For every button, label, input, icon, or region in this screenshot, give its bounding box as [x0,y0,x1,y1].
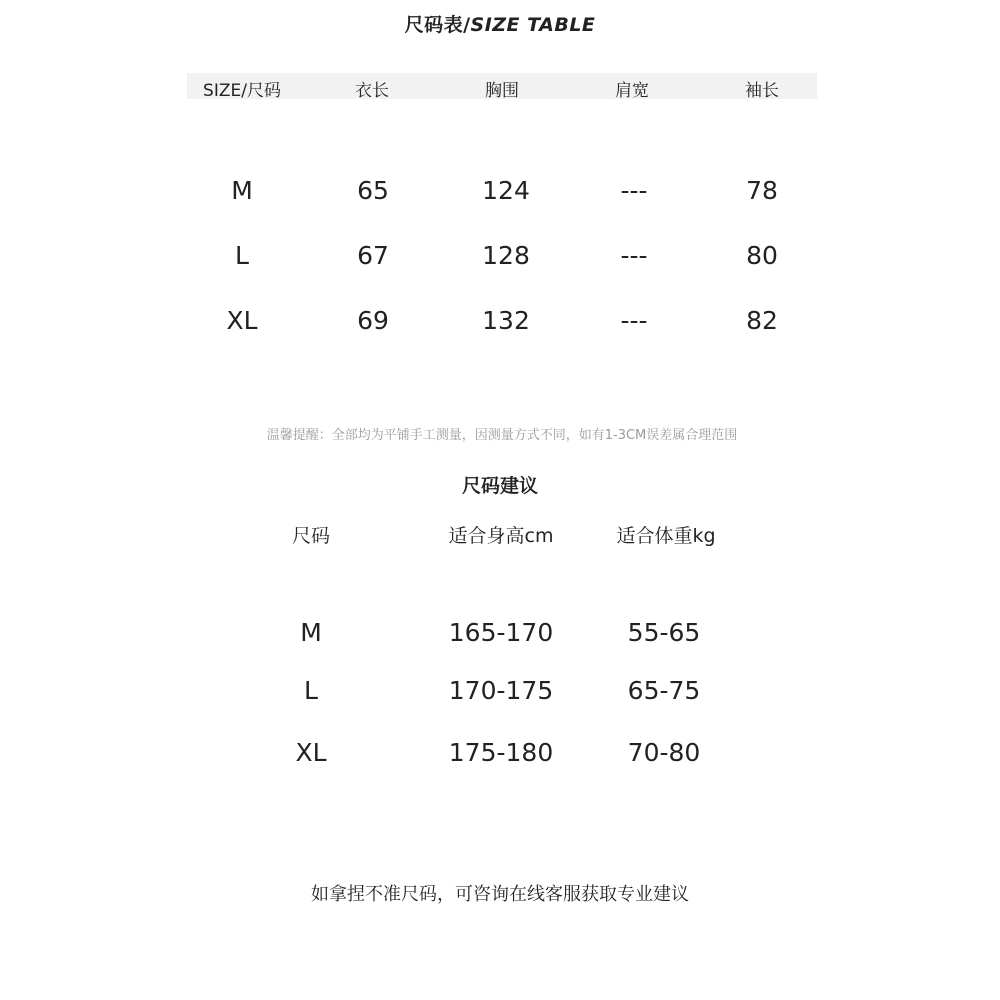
table-cell: 132 [482,306,530,335]
rec-header-height: 适合身高cm [448,525,554,547]
table-cell: --- [620,176,648,205]
table-cell: L [235,241,249,270]
rec-cell: 70-80 [627,738,701,767]
table-cell: 78 [746,176,778,205]
table-cell: 128 [482,241,530,270]
rec-header-weight: 适合体重kg [616,525,716,547]
rec-cell: L [304,676,318,705]
header-chest: 胸围 [485,81,519,101]
header-shoulder: 肩宽 [615,81,649,101]
title-cn: 尺码表/ [404,14,471,36]
table-cell: XL [226,306,258,335]
table-cell: 124 [482,176,530,205]
rec-cell: M [300,618,322,647]
rec-cell: 55-65 [627,618,701,647]
table-cell: 82 [746,306,778,335]
table-cell: 67 [357,241,389,270]
rec-cell: 165-170 [448,618,554,647]
table-cell: 65 [357,176,389,205]
measurement-notice: 温馨提醒：全部均为平铺手工测量，因测量方式不同，如有1-3CM误差属合理范围 [266,428,738,443]
recommendation-title: 尺码建议 [461,475,539,497]
table-cell: 69 [357,306,389,335]
page-title [405,10,596,37]
table-cell: M [231,176,253,205]
rec-cell: 65-75 [627,676,701,705]
footer-note: 如拿捏不准尺码，可咨询在线客服获取专业建议 [311,884,689,905]
title-en: SIZE TABLE [470,14,596,36]
table-cell: --- [620,241,648,270]
rec-header-size: 尺码 [291,525,331,547]
header-sleeve: 袖长 [745,81,779,101]
table-cell: 80 [746,241,778,270]
header-length: 衣长 [355,81,389,101]
rec-cell: 170-175 [448,676,554,705]
header-size: SIZE/尺码 [203,81,281,101]
rec-cell: XL [295,738,327,767]
table-cell: --- [620,306,648,335]
rec-cell: 175-180 [448,738,554,767]
